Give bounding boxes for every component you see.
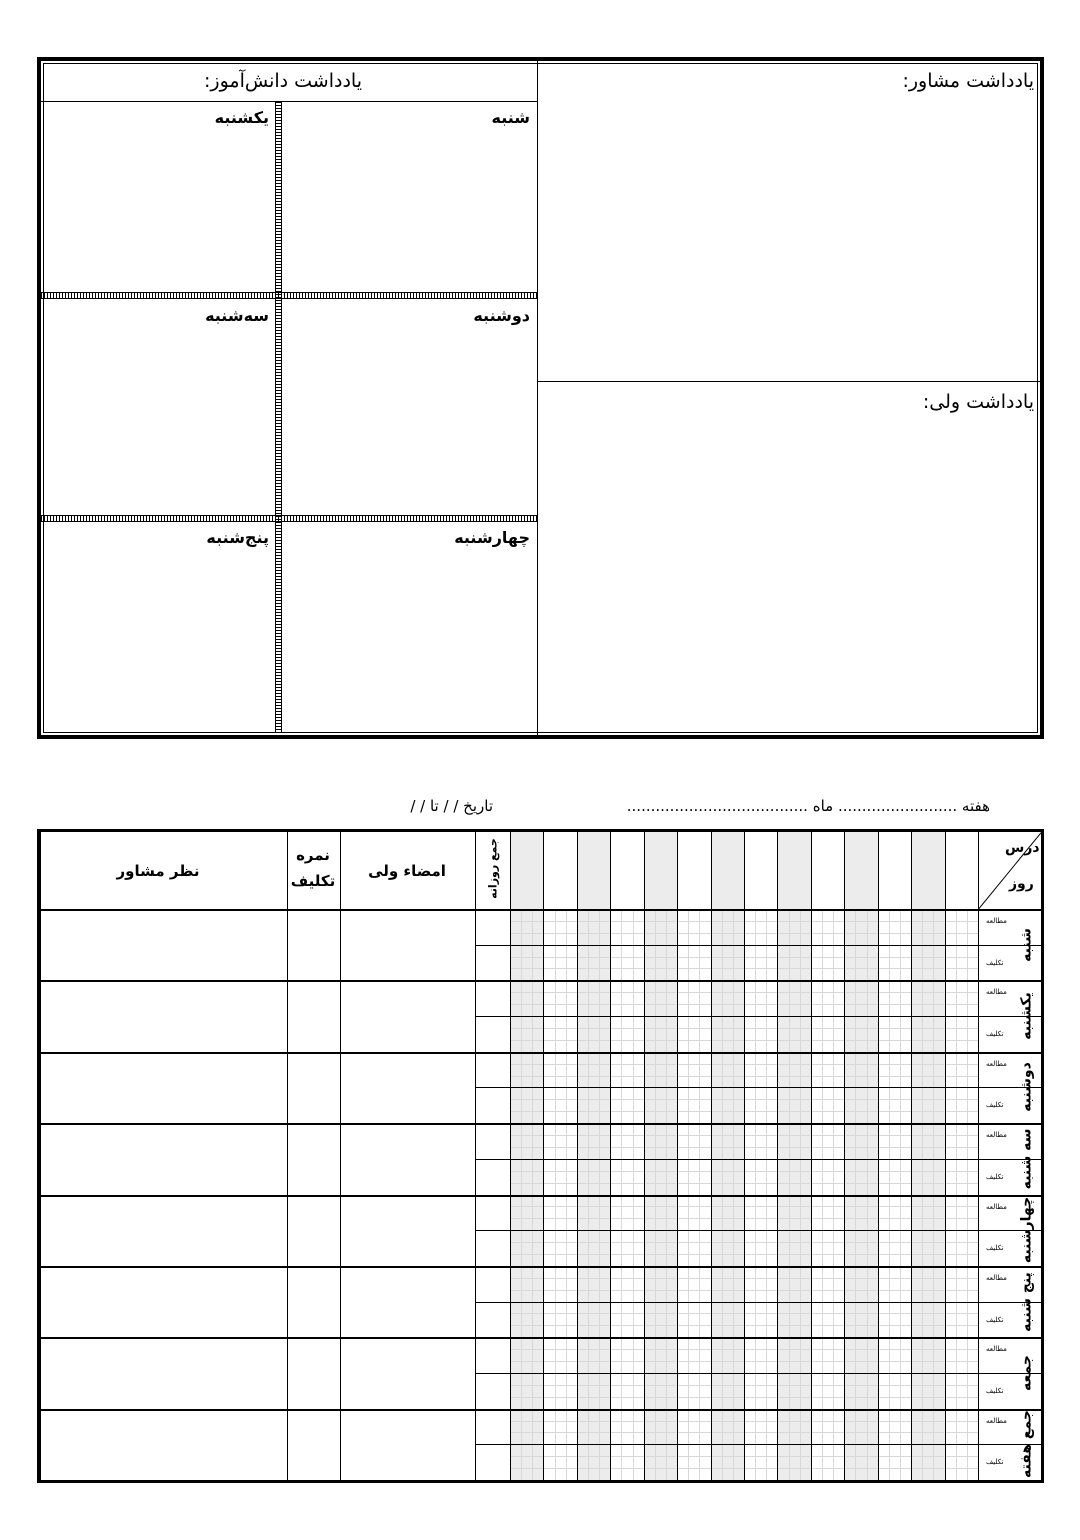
student-notes-title: یادداشت دانش‌آموز:: [204, 70, 362, 92]
lesson-column-line: [577, 832, 578, 1480]
column-line: [40, 832, 41, 1480]
homework-label: تکلیف: [986, 1030, 1004, 1039]
homework-grade-header-line1: نمره: [296, 846, 330, 864]
lesson-column-line: [644, 832, 645, 1480]
lesson-column-line: [978, 832, 979, 1480]
row-label: دوشنبه: [1019, 1062, 1035, 1113]
notes-divider: [537, 61, 538, 735]
lesson-column-line: [844, 832, 845, 1480]
notes-inner-border: [43, 63, 1038, 733]
row-label: جمعه: [1019, 1355, 1035, 1391]
lesson-column-line: [610, 832, 611, 1480]
homework-label: تکلیف: [986, 1101, 1004, 1110]
student-day-monday: دوشنبه: [473, 306, 530, 325]
student-hatch-row1: [41, 292, 537, 299]
student-day-tuesday: سه‌شنبه: [205, 306, 269, 325]
counselor-parent-divider: [538, 381, 1040, 382]
column-line: [510, 832, 511, 1480]
row-label: سه شنبه: [1019, 1128, 1035, 1190]
column-line: [340, 832, 341, 1480]
half-row-line: [475, 945, 1041, 946]
day-row-line: [40, 980, 1041, 982]
parent-sign-header: امضاء ولی: [368, 862, 446, 880]
half-row-line: [475, 1444, 1041, 1445]
student-day-sunday: یکشنبه: [214, 108, 269, 127]
study-label: مطالعه: [986, 1202, 1007, 1211]
lesson-column-line: [777, 832, 778, 1480]
row-label: شنبه: [1019, 927, 1035, 962]
row-label: چهارشنبه: [1019, 1197, 1035, 1264]
notes-panel: [37, 57, 1044, 739]
day-row-line: [40, 1123, 1041, 1125]
day-corner-label: روز: [1009, 876, 1034, 892]
student-day-saturday: شنبه: [491, 108, 530, 127]
row-label: جمع هفته: [1019, 1410, 1035, 1479]
lesson-column-shade: [510, 832, 543, 1480]
lesson-column-shade: [911, 832, 944, 1480]
lesson-column-line: [744, 832, 745, 1480]
study-label: مطالعه: [986, 988, 1007, 997]
header-bottom-line: [40, 909, 1041, 911]
counselor-notes-title: یادداشت مشاور:: [902, 70, 1034, 92]
lesson-corner-label: درس: [1005, 840, 1040, 856]
study-label: مطالعه: [986, 1131, 1007, 1140]
student-header-divider: [41, 101, 537, 102]
column-line: [287, 832, 288, 1480]
student-hatch-vertical: [275, 102, 282, 733]
lesson-column-shade: [577, 832, 610, 1480]
row-label: یکشنبه: [1019, 992, 1035, 1040]
homework-label: تکلیف: [986, 1244, 1004, 1253]
day-row-line: [40, 1052, 1041, 1054]
homework-label: تکلیف: [986, 958, 1004, 967]
lesson-column-shade: [777, 832, 810, 1480]
day-row-line: [40, 1266, 1041, 1268]
homework-label: تکلیف: [986, 1386, 1004, 1395]
half-row-line: [475, 1302, 1041, 1303]
row-label: پنج شنبه: [1019, 1271, 1035, 1332]
lesson-column-shade: [711, 832, 744, 1480]
half-row-line: [475, 1087, 1041, 1088]
half-row-line: [475, 1016, 1041, 1017]
day-row-line: [40, 1337, 1041, 1339]
day-row-line: [40, 1409, 1041, 1411]
daily-sum-header: جمع روزانه: [486, 838, 500, 899]
study-label: مطالعه: [986, 917, 1007, 925]
study-label: مطالعه: [986, 1416, 1007, 1425]
counselor-opinion-header: نظر مشاور: [116, 862, 200, 880]
column-line: [475, 832, 476, 1480]
student-hatch-row2: [41, 515, 537, 522]
homework-label: تکلیف: [986, 1458, 1004, 1467]
homework-label: تکلیف: [986, 1172, 1004, 1181]
day-row-line: [40, 1195, 1041, 1197]
lesson-column-line: [878, 832, 879, 1480]
homework-label: تکلیف: [986, 1315, 1004, 1324]
half-row-line: [475, 1159, 1041, 1160]
lesson-column-line: [945, 832, 946, 1480]
half-row-line: [475, 1373, 1041, 1374]
student-day-wednesday: چهارشنبه: [454, 528, 530, 547]
student-day-thursday: پنج‌شنبه: [206, 528, 269, 547]
study-label: مطالعه: [986, 1273, 1007, 1282]
lesson-column-shade: [844, 832, 877, 1480]
date-range-line: تاریخ / / تا / /: [410, 797, 493, 815]
lesson-column-line: [677, 832, 678, 1480]
study-label: مطالعه: [986, 1345, 1007, 1354]
half-row-line: [475, 1230, 1041, 1231]
parent-notes-title: یادداشت ولی:: [922, 391, 1034, 413]
lesson-column-shade: [644, 832, 677, 1480]
homework-grade-header-line2: تکلیف: [290, 872, 336, 890]
week-month-line: هفته ......................... ماه ......................................: [626, 797, 990, 815]
study-label: مطالعه: [986, 1059, 1007, 1068]
lesson-column-line: [811, 832, 812, 1480]
lesson-column-line: [911, 832, 912, 1480]
lesson-column-line: [543, 832, 544, 1480]
lesson-column-line: [711, 832, 712, 1480]
